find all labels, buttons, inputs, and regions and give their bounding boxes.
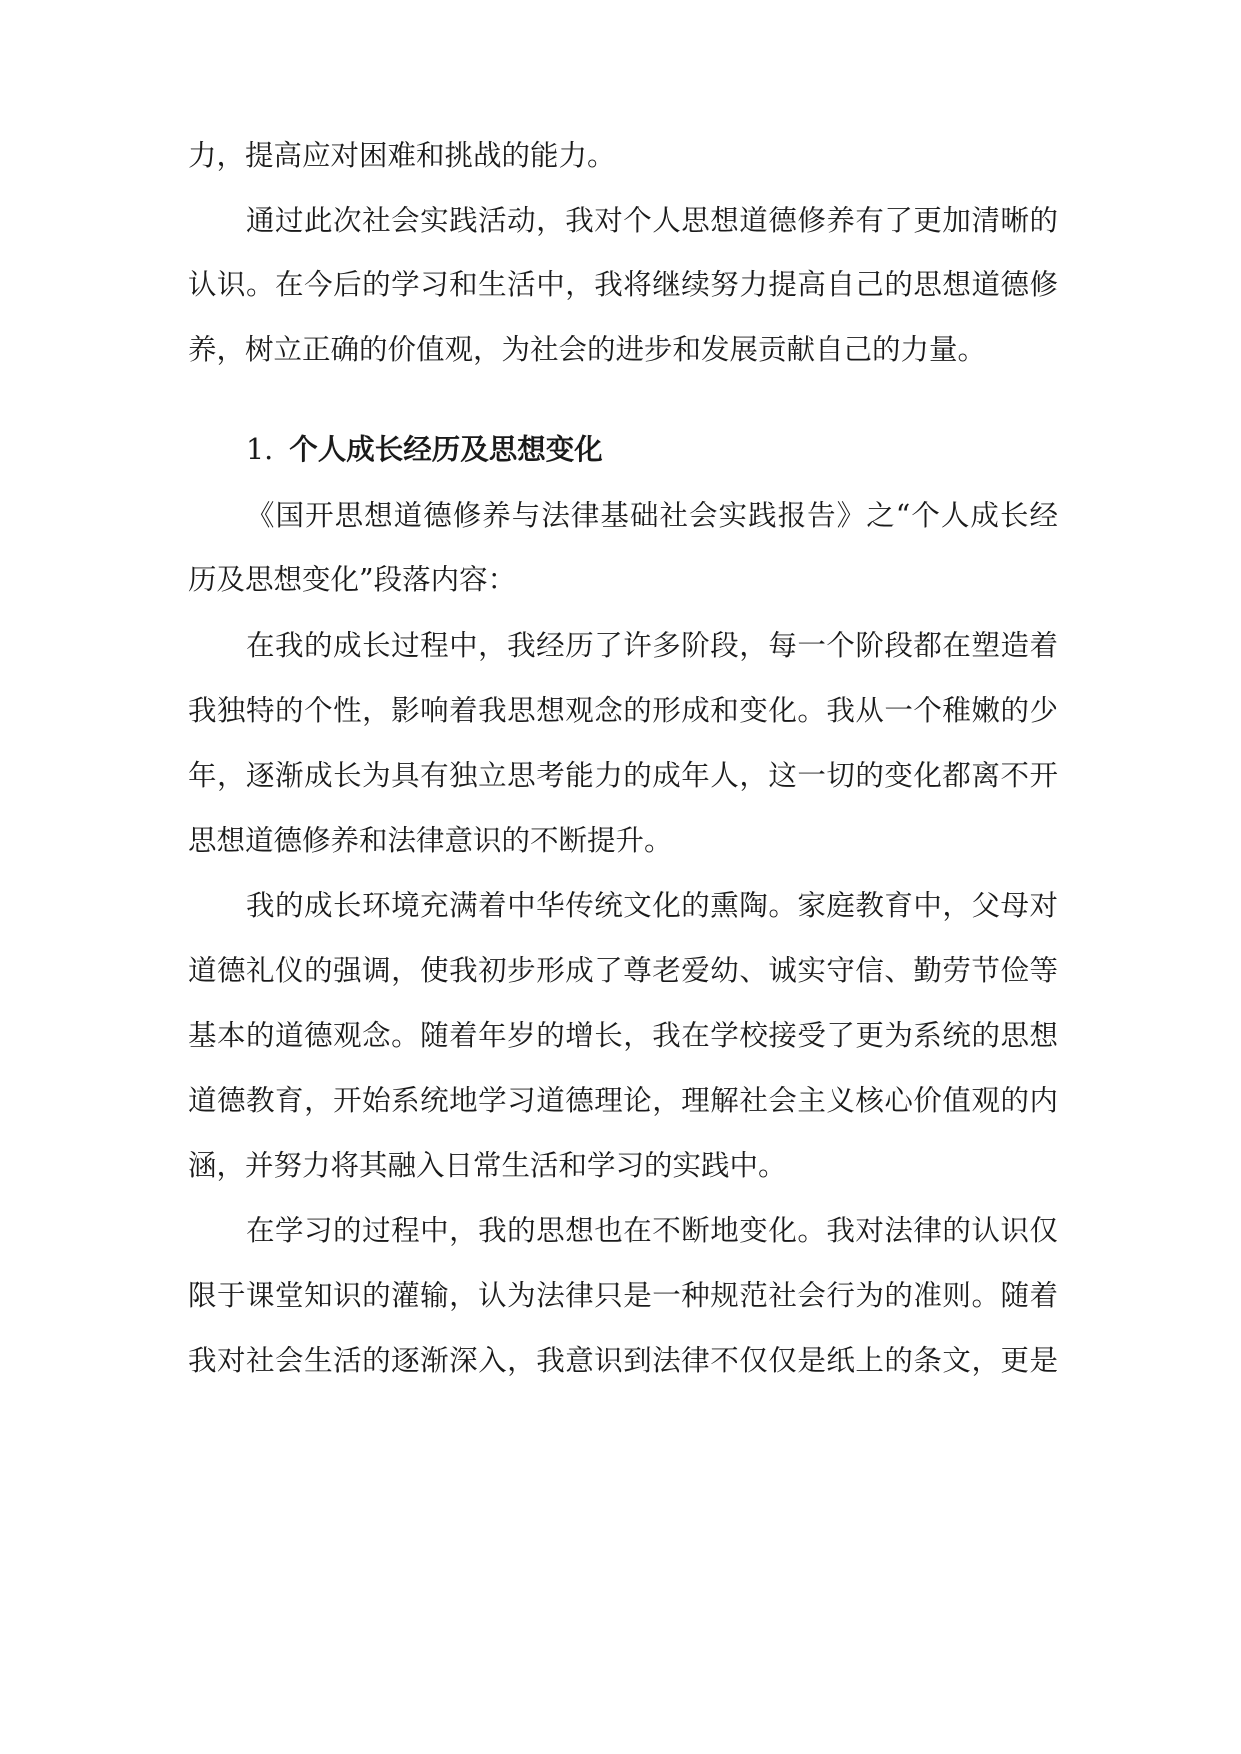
para-environment-line-2: 道德礼仪的强调，使我初步形成了尊老爱幼、诚实守信、勤劳节俭等 bbox=[188, 954, 1058, 987]
para-growth-line-3: 年，逐渐成长为具有独立思考能力的成年人，这一切的变化都离不开 bbox=[188, 759, 1058, 792]
para-environment-line-3: 基本的道德观念。随着年岁的增长，我在学校接受了更为系统的思想 bbox=[188, 1019, 1058, 1052]
para-growth-line-4: 思想道德修养和法律意识的不断提升。 bbox=[188, 824, 673, 857]
para-environment-line-4: 道德教育，开始系统地学习道德理论，理解社会主义核心价值观的内 bbox=[188, 1084, 1058, 1117]
para-law-line-1: 在学习的过程中，我的思想也在不断地变化。我对法律的认识仅 bbox=[246, 1214, 1058, 1247]
para-intro-line-2: 历及思想变化”段落内容： bbox=[188, 563, 517, 596]
para-intro-line-1: 《国开思想道德修养与法律基础社会实践报告》之“个人成长经 bbox=[246, 499, 1058, 532]
para-environment-line-1: 我的成长环境充满着中华传统文化的熏陶。家庭教育中，父母对 bbox=[246, 889, 1058, 922]
para-summary-line-2: 认识。在今后的学习和生活中，我将继续努力提高自己的思想道德修 bbox=[188, 268, 1058, 301]
para-growth-line-1: 在我的成长过程中，我经历了许多阶段，每一个阶段都在塑造着 bbox=[246, 629, 1058, 662]
para-growth-line-2: 我独特的个性，影响着我思想观念的形成和变化。我从一个稚嫩的少 bbox=[188, 694, 1058, 727]
para-law-line-3: 我对社会生活的逐渐深入，我意识到法律不仅仅是纸上的条文，更是 bbox=[188, 1344, 1058, 1377]
continuation-line-1: 力，提高应对困难和挑战的能力。 bbox=[188, 139, 616, 172]
para-law-line-2: 限于课堂知识的灌输，认为法律只是一种规范社会行为的准则。随着 bbox=[188, 1279, 1058, 1312]
para-environment-line-5: 涵，并努力将其融入日常生活和学习的实践中。 bbox=[188, 1149, 787, 1182]
para-summary-line-3: 养，树立正确的价值观，为社会的进步和发展贡献自己的力量。 bbox=[188, 333, 987, 366]
section-heading bbox=[246, 430, 603, 470]
para-summary-line-1: 通过此次社会实践活动，我对个人思想道德修养有了更加清晰的 bbox=[246, 204, 1058, 237]
section-number: 1. bbox=[246, 433, 274, 466]
section-title: 个人成长经历及思想变化 bbox=[289, 433, 603, 466]
